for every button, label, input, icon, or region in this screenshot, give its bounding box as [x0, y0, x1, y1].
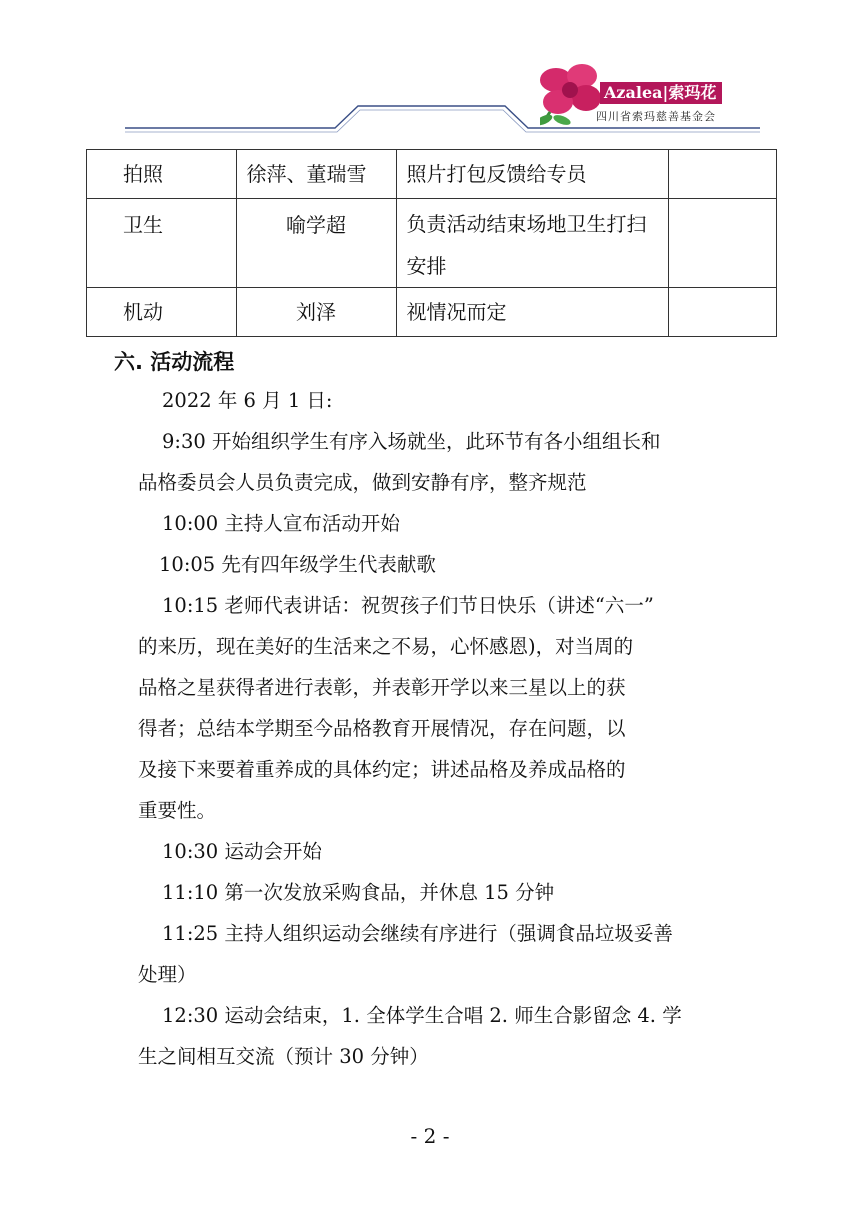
section-heading: 六. 活动流程	[114, 350, 235, 374]
schedule-line: 10:15 老师代表讲话：祝贺孩子们节日快乐（讲述“六一”	[162, 594, 654, 617]
duty-cell	[396, 199, 668, 288]
schedule-line: 品格委员会人员负责完成，做到安静有序，整齐规范	[138, 471, 587, 494]
schedule-line: 处理）	[138, 963, 197, 986]
people-cell: 喻学超	[236, 199, 396, 288]
schedule-item	[138, 995, 782, 1077]
schedule-item	[138, 585, 782, 831]
table-row	[87, 150, 777, 199]
table-row	[87, 288, 777, 337]
schedule-line: 生之间相互交流（预计 30 分钟）	[138, 1045, 429, 1068]
duty-cell: 照片打包反馈给专员	[396, 150, 668, 199]
schedule-item: 10:00 主持人宣布活动开始	[162, 512, 400, 535]
schedule-line: 的来历，现在美好的生活来之不易，心怀感恩)，对当周的	[138, 635, 634, 658]
schedule-line: 品格之星获得者进行表彰，并表彰开学以来三星以上的获	[138, 676, 626, 699]
schedule-line: 得者；总结本学期至今品格教育开展情况，存在问题，以	[138, 717, 626, 740]
schedule-line: 11:25 主持人组织运动会继续有序进行（强调食品垃圾妥善	[162, 922, 673, 945]
note-cell	[668, 288, 776, 337]
note-cell	[668, 199, 776, 288]
role-cell: 拍照	[87, 150, 237, 199]
note-cell	[668, 150, 776, 199]
activity-schedule	[138, 380, 782, 1077]
duty-line: 安排	[406, 254, 447, 278]
staff-assignment-table	[86, 149, 777, 337]
schedule-date: 2022 年 6 月 1 日:	[162, 389, 333, 412]
duty-cell: 视情况而定	[396, 288, 668, 337]
people-cell: 刘泽	[236, 288, 396, 337]
schedule-line: 12:30 运动会结束，1. 全体学生合唱 2. 师生合影留念 4. 学	[162, 1004, 682, 1027]
page-number: - 2 -	[410, 1124, 450, 1148]
duty-line: 负责活动结束场地卫生打扫	[406, 212, 647, 236]
schedule-item: 11:10 第一次发放采购食品，并休息 15 分钟	[162, 881, 555, 904]
role-cell: 机动	[87, 288, 237, 337]
logo-wordmark: Azalea|索玛花	[600, 82, 722, 104]
schedule-item: 10:30 运动会开始	[162, 840, 322, 863]
schedule-line: 重要性。	[138, 799, 217, 822]
schedule-item	[138, 421, 782, 503]
schedule-item: 10:05 先有四年级学生代表献歌	[159, 553, 436, 576]
logo-subtitle: 四川省索玛慈善基金会	[596, 110, 716, 123]
schedule-line: 及接下来要着重养成的具体约定；讲述品格及养成品格的	[138, 758, 626, 781]
schedule-line: 9:30 开始组织学生有序入场就坐，此环节有各小组组长和	[162, 430, 661, 453]
people-cell: 徐萍、董瑞雪	[236, 150, 396, 199]
table-row	[87, 199, 777, 288]
schedule-item	[138, 913, 782, 995]
role-cell: 卫生	[87, 199, 237, 288]
